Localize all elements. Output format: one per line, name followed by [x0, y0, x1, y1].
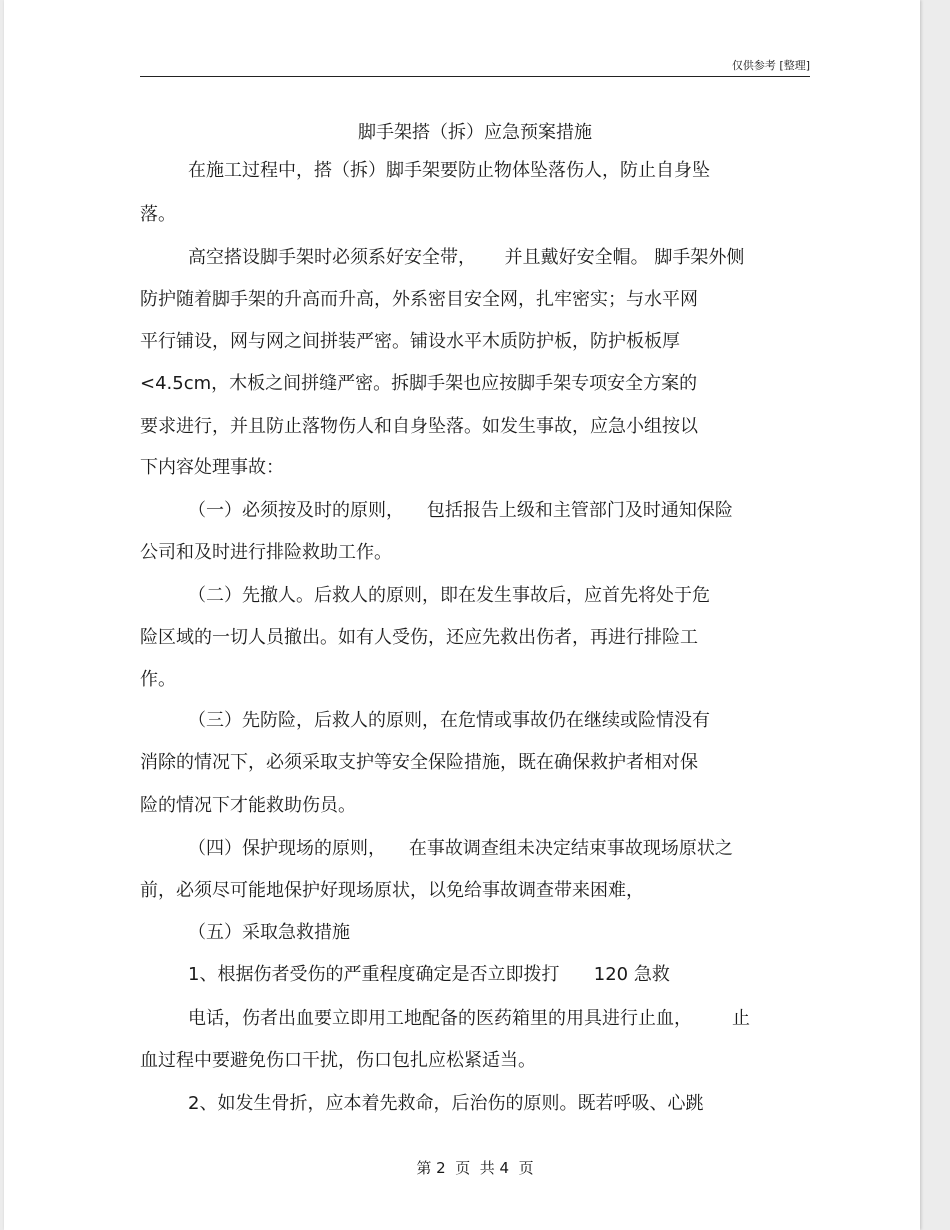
body-line: 消除的情况下，必须采取支护等安全保险措施，既在确保救护者相对保	[140, 752, 698, 773]
body-line: 公司和及时进行排险救助工作。	[140, 542, 392, 563]
body-line: 险区域的一切人员撤出。如有人受伤，还应先救出伤者，再进行排险工	[140, 627, 698, 648]
body-line: 高空搭设脚手架时必须系好安全带， 并且戴好安全帽。 脚手架外侧	[188, 247, 745, 268]
body-line: 平行铺设，网与网之间拼装严密。铺设水平木质防护板，防护板板厚	[140, 331, 680, 352]
body-line: 电话，伤者出血要立即用工地配备的医药箱里的用具进行止血， 止	[188, 1008, 751, 1029]
body-line: （四）保护现场的原则， 在事故调查组未决定结束事故现场原状之	[188, 838, 733, 859]
body-line: 险的情况下才能救助伤员。	[140, 795, 356, 816]
body-line: 落。	[140, 204, 176, 225]
body-line: （二）先撤人。后救人的原则，即在发生事故后，应首先将处于危	[188, 585, 710, 606]
header-note: 仅供参考 [整理]	[731, 59, 810, 72]
document-title: 脚手架搭（拆）应急预案措施	[358, 122, 592, 143]
header-divider	[140, 76, 810, 77]
page-number-footer: 第 2 页 共 4 页	[416, 1159, 534, 1177]
document-page	[4, 0, 920, 1230]
body-line: 1、根据伤者受伤的严重程度确定是否立即拨打 120 急救	[188, 964, 670, 985]
body-line: 下内容处理事故：	[140, 457, 284, 478]
body-line: 2、如发生骨折，应本着先救命，后治伤的原则。既若呼吸、心跳	[188, 1093, 704, 1114]
body-line: 要求进行，并且防止落物伤人和自身坠落。如发生事故，应急小组按以	[140, 416, 698, 437]
body-line: （三）先防险，后救人的原则，在危情或事故仍在继续或险情没有	[188, 710, 710, 731]
body-line: <4.5cm，木板之间拼缝严密。拆脚手架也应按脚手架专项安全方案的	[140, 373, 698, 394]
body-line: 前，必须尽可能地保护好现场原状，以免给事故调查带来困难，	[140, 880, 644, 901]
body-line: 在施工过程中，搭（拆）脚手架要防止物体坠落伤人，防止自身坠	[188, 160, 710, 181]
body-line: 血过程中要避免伤口干扰，伤口包扎应松紧适当。	[140, 1050, 536, 1071]
body-line: 防护随着脚手架的升高而升高，外系密目安全网，扎牢密实；与水平网	[140, 289, 698, 310]
body-line: （一）必须按及时的原则， 包括报告上级和主管部门及时通知保险	[188, 500, 733, 521]
body-line: （五）采取急救措施	[188, 922, 350, 943]
body-line: 作。	[140, 669, 176, 690]
